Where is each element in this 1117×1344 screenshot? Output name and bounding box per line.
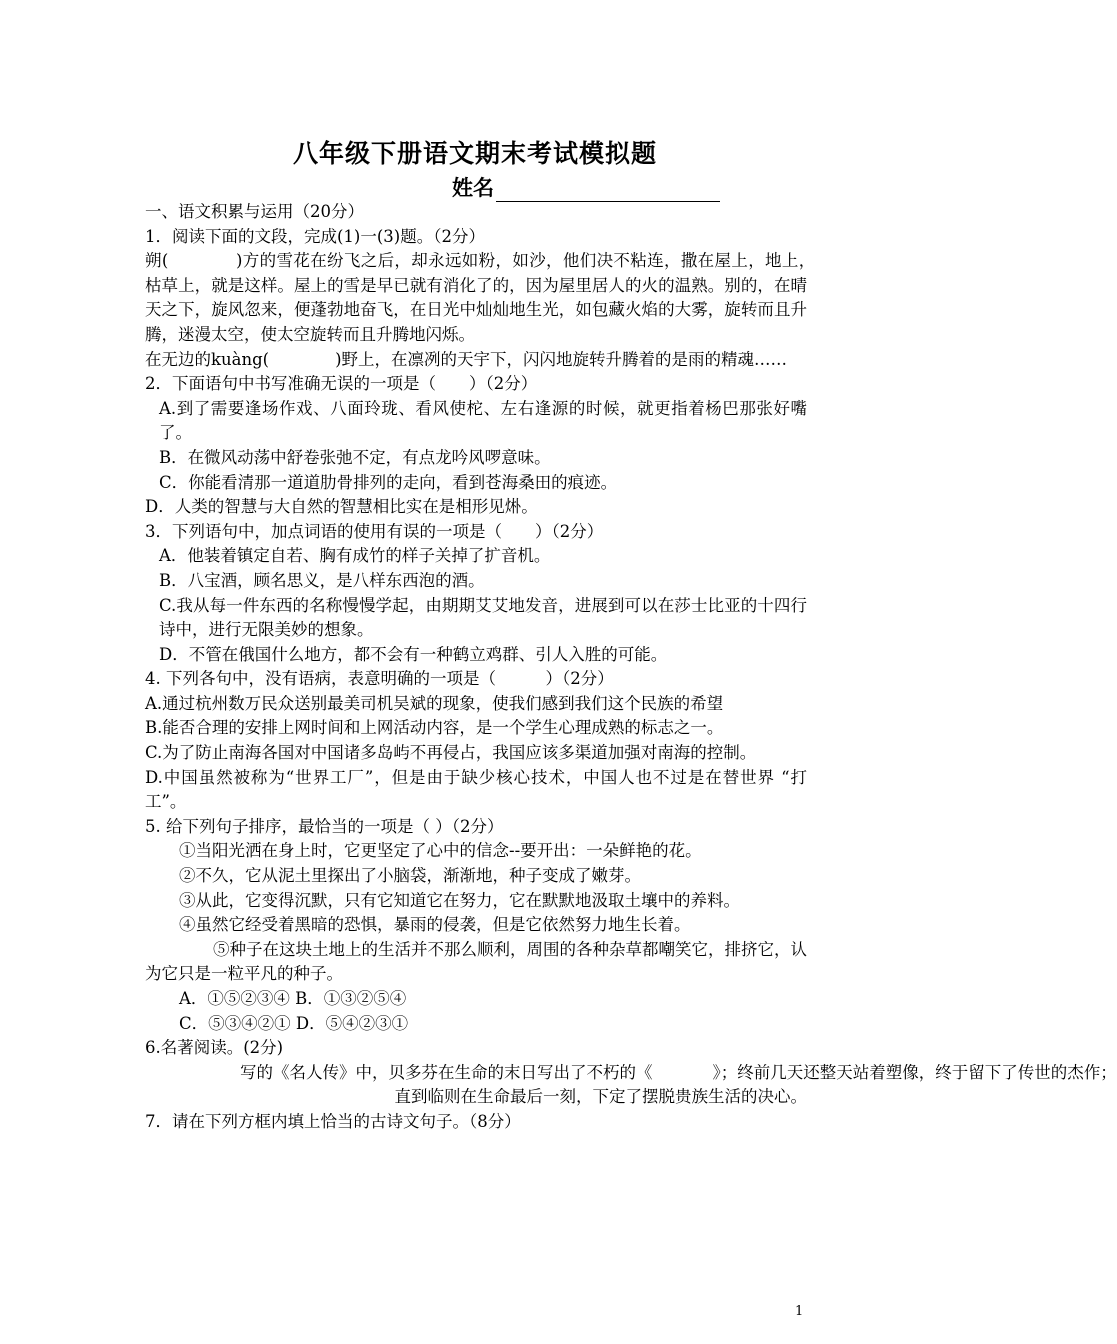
passage-paragraph-1: 朔( )方的雪花在纷飞之后，却永远如粉，如沙，他们决不粘连，撒在屋上，地上， 枯草上，就是这样。屋上的雪是早已就有消化了的，因为屋里居人的火的温熟。别的，在晴天之下，旋风忽来，便蓬勃地奋飞，在日光中灿灿地生光，如包藏火焰的大雾，旋转而且升腾，迷漫太空，使太空旋转而且升腾地闪烁。	[145, 251, 824, 344]
q3-option-a: A．他装着镇定自若、胸有成竹的样子关掉了扩音机。	[159, 546, 551, 566]
question-7: 7．请在下列方框内填上恰当的古诗文句子。（8分）	[145, 1111, 521, 1131]
question-2: 2．下面语句中书写准确无误的一项是（ ）（2分）	[145, 374, 538, 394]
q6-line-2: 直到临则在生命最后一刻，下定了摆脱贵族生活的决心。	[394, 1087, 807, 1107]
q3-option-d: D．不管在俄国什么地方，都不会有一种鹤立鸡群、引人入胜的可能。	[159, 644, 668, 664]
q2-option-b: B．在微风动荡中舒卷张弛不定，有点龙吟风啰意味。	[159, 447, 551, 467]
passage-paragraph-2: 在无边的kuàng( )野上，在凛冽的天宇下，闪闪地旋转升腾着的是雨的精魂……	[145, 349, 788, 369]
page-number: 1	[795, 1304, 804, 1319]
question-1: 1．阅读下面的文段，完成(1)一(3)题。（2分）	[145, 226, 485, 246]
q2-option-c: C．你能看清那一道道肋骨排列的走向，看到苍海桑田的痕迹。	[159, 472, 618, 492]
q5-sentence-4: ④虽然它经受着黑暗的恐惧，暴雨的侵袭，但是它依然努力地生长着。	[179, 915, 691, 935]
name-field	[452, 172, 720, 202]
question-6: 6.名著阅读。(2分)	[145, 1038, 284, 1058]
section-heading: 一、语文积累与运用（20分）	[145, 202, 364, 221]
question-5: 5. 给下列句子排序，最恰当的一项是（ ）（2分）	[145, 816, 504, 836]
q3-option-b: B．八宝酒，顾名思义，是八样东西泡的酒。	[159, 570, 485, 590]
q5-options-cd: C．⑤③④②① D．⑤④②③①	[179, 1013, 409, 1033]
document-body	[145, 200, 1117, 1135]
q4-option-a: A.通过杭州数万民众送别最美司机吴斌的现象，使我们感到我们这个民族的希望	[145, 693, 724, 713]
q5-sentence-5: ⑤种子在这块土地上的生活并不那么顺利，周围的各种杂草都嘲笑它，排挤它，认为它只是一粒平凡的种子。	[145, 939, 807, 984]
page-title: 八年级下册语文期末考试模拟题	[292, 139, 657, 168]
q2-option-a: A.到了需要逢场作戏、八面玲珑、看风使柁、左右逢源的时候，就更指着杨巴那张好嘴了。	[159, 398, 807, 443]
q6-line-1: 写的《名人传》中，贝多芬在生命的末日写出了不朽的《 》；终前几天还整天站着塑像，终于留下了传世的杰作；	[240, 1062, 1117, 1082]
name-label: 姓名	[452, 176, 494, 200]
q5-options-ab: A．①⑤②③④ B．①③②⑤④	[179, 989, 407, 1008]
q4-option-b: B.能否合理的安排上网时间和上网活动内容，是一个学生心理成熟的标志之一。	[145, 718, 724, 738]
q3-option-c: C.我从每一件东西的名称慢慢学起，由期期艾艾地发音，进展到可以在莎士比亚的十四行诗中，进行无限美妙的想象。	[159, 595, 807, 640]
q2-option-d: D．人类的智慧与大自然的智慧相比实在是相形见烞。	[145, 497, 538, 517]
name-blank-line	[496, 179, 720, 202]
q5-sentence-2: ②不久，它从泥土里探出了小脑袋，渐渐地，种子变成了嫩芽。	[179, 866, 641, 886]
q4-option-c: C.为了防止南海各国对中国诸多岛屿不再侵占，我国应该多渠道加强对南海的控制。	[145, 743, 757, 763]
q5-sentence-3: ③从此，它变得沉默，只有它知道它在努力，它在默默地汲取土壤中的养料。	[179, 890, 740, 910]
question-3: 3．下列语句中，加点词语的使用有误的一项是（ ）（2分）	[145, 521, 604, 541]
q5-sentence-1: ①当阳光洒在身上时，它更坚定了心中的信念--要开出：一朵鲜艳的花。	[179, 841, 702, 861]
question-4: 4. 下列各句中，没有语病，表意明确的一项是（ ）（2分）	[145, 669, 614, 689]
q4-option-d: D.中国虽然被称为“世界工厂”，但是由于缺少核心技术，中国人也不过是在替世界 “打工”。	[145, 767, 807, 812]
